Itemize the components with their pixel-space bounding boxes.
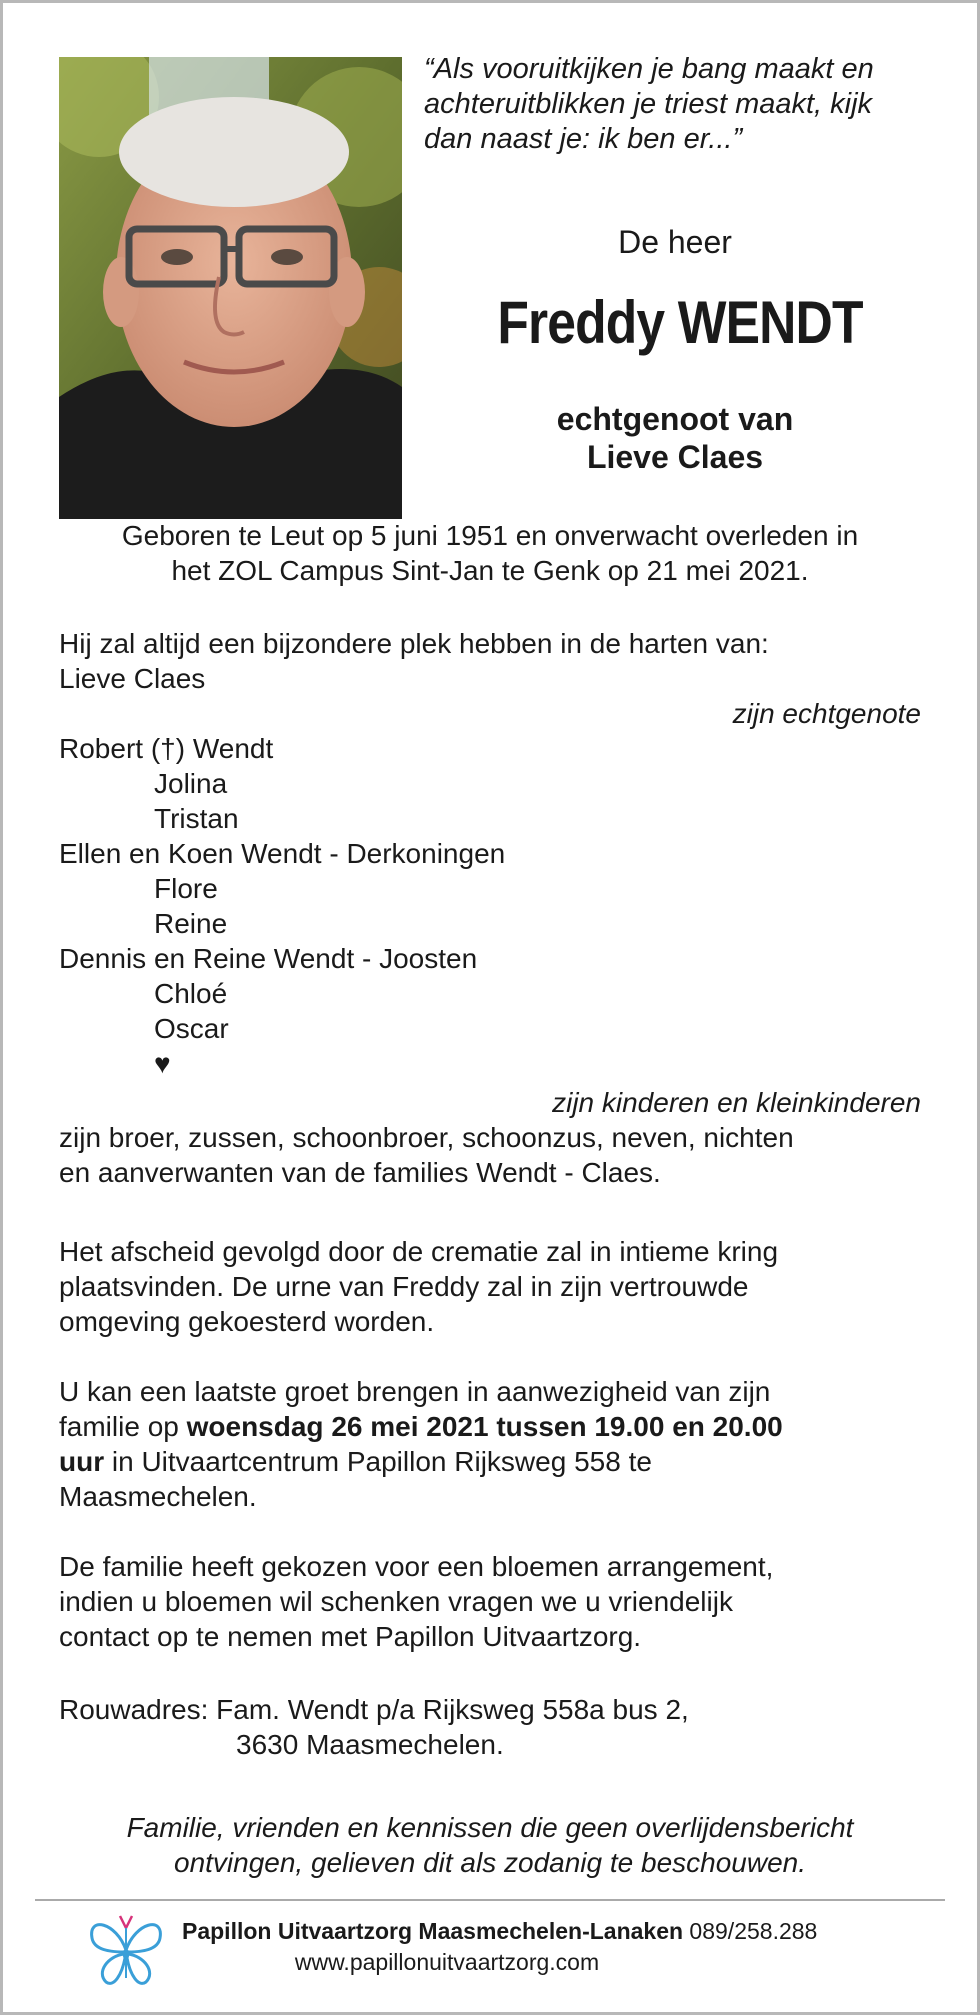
spouse-name: Lieve Claes	[59, 663, 206, 694]
family-member: Robert (†) Wendt	[59, 733, 274, 764]
footer-divider	[35, 1899, 945, 1901]
flowers-text	[59, 1549, 929, 1654]
grandchild: Tristan	[154, 803, 239, 834]
farewell-text	[59, 1234, 929, 1339]
farewell-line: plaatsvinden. De urne van Freddy zal in zijn vertrouwde	[59, 1271, 749, 1302]
spouse-name-heading: Lieve Claes	[586, 439, 764, 475]
closing-line: Familie, vrienden en kennissen die geen overlijdensbericht	[126, 1812, 854, 1843]
grandchild: Reine	[154, 908, 228, 939]
mourning-address-city: 3630 Maasmechelen.	[236, 1729, 504, 1760]
flowers-line: De familie heeft gekozen voor een bloemen arrangement,	[59, 1551, 774, 1582]
portrait-image	[59, 57, 402, 519]
salutation: De heer	[618, 224, 732, 260]
heart-icon: ♥	[154, 1048, 171, 1079]
birth-line: het ZOL Campus Sint-Jan te Genk op 21 mei 2021.	[171, 555, 809, 586]
portrait-photo	[59, 57, 402, 519]
grandchild: Flore	[154, 873, 218, 904]
visitation-line: Maasmechelen.	[59, 1481, 257, 1512]
children-role: zijn kinderen en kleinkinderen	[552, 1087, 921, 1118]
grandchild: Chloé	[154, 978, 228, 1009]
closing-note	[40, 1810, 940, 1880]
visitation-line: U kan een laatste groet brengen in aanwezigheid van zijn	[59, 1376, 771, 1407]
funeral-home-contact	[182, 1918, 817, 1945]
visitation-line	[59, 1444, 929, 1479]
family-member: Ellen en Koen Wendt - Derkoningen	[59, 838, 506, 869]
birth-death-text	[40, 518, 940, 588]
farewell-line: omgeving gekoesterd worden.	[59, 1306, 435, 1337]
deceased-name: Freddy WENDT	[497, 289, 863, 356]
funeral-home-name: Papillon Uitvaartzorg Maasmechelen-Lanaken	[182, 1918, 684, 1944]
spouse-role: zijn echtgenote	[732, 698, 921, 729]
visitation-text	[59, 1374, 929, 1514]
quote-line: “Als vooruitkijken je bang maakt en	[424, 53, 874, 85]
relatives-text	[59, 1120, 929, 1190]
visitation-date: woensdag 26 mei 2021 tussen 19.00 en 20.00	[186, 1411, 783, 1442]
grandchild: Oscar	[154, 1013, 229, 1044]
intro-text: Hij zal altijd een bijzondere plek hebben in de harten van:	[59, 628, 769, 659]
spouse-relation: echtgenoot van	[556, 401, 794, 437]
funeral-home-website[interactable]: www.papillonuitvaartzorg.com	[294, 1949, 600, 1975]
visitation-line	[59, 1409, 929, 1444]
flowers-line: indien u bloemen wil schenken vragen we u vriendelijk	[59, 1586, 733, 1617]
birth-line: Geboren te Leut op 5 juni 1951 en onverwacht overleden in	[121, 520, 859, 551]
visitation-prefix: familie op	[59, 1411, 187, 1442]
epigraph-quote	[424, 52, 944, 157]
quote-line: dan naast je: ik ben er...”	[424, 123, 743, 155]
butterfly-logo-icon	[86, 1912, 166, 1990]
grandchild: Jolina	[154, 768, 228, 799]
closing-line: ontvingen, gelieven dit als zodanig te beschouwen.	[174, 1847, 806, 1878]
spouse-block	[440, 400, 910, 476]
quote-line: achteruitblikken je triest maakt, kijk	[424, 88, 873, 120]
visitation-time-suffix: uur	[59, 1446, 105, 1477]
relatives-line: en aanverwanten van de families Wendt - Claes.	[59, 1157, 661, 1188]
relatives-line: zijn broer, zussen, schoonbroer, schoonzus, neven, nichten	[59, 1122, 794, 1153]
mourning-address: Rouwadres: Fam. Wendt p/a Rijksweg 558a bus 2,	[59, 1694, 689, 1725]
farewell-line: Het afscheid gevolgd door de crematie zal in intieme kring	[59, 1236, 779, 1267]
visitation-location: in Uitvaartcentrum Papillon Rijksweg 558 te	[104, 1446, 652, 1477]
family-member: Dennis en Reine Wendt - Joosten	[59, 943, 478, 974]
funeral-home-phone: 089/258.288	[683, 1918, 818, 1944]
flowers-line: contact op te nemen met Papillon Uitvaartzorg.	[59, 1621, 642, 1652]
